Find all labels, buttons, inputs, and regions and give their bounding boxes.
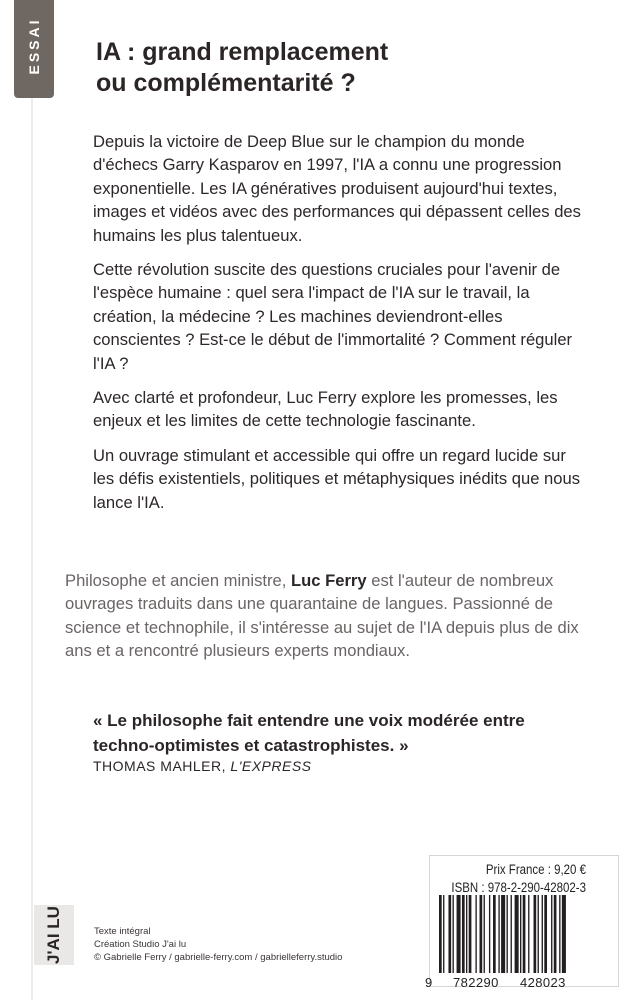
bio-rest: est l'auteur de nombreux ouvrages traduits dans une quarantaine de langues. Passionné de science et technophile, il s'intéresse au sujet de l'IA depuis plus de dix ans et a rencontré plusieurs experts mondiaux. xyxy=(65,571,579,661)
price-label: Prix France : 9,20 € xyxy=(485,862,586,877)
quote-author: THOMAS MAHLER, xyxy=(93,758,231,774)
press-quote xyxy=(93,708,573,758)
barcode xyxy=(437,895,607,975)
publisher-logo xyxy=(34,905,74,965)
title-line-2: ou complémentarité ? xyxy=(96,69,356,97)
barcode-bar xyxy=(520,895,521,973)
barcode-bar xyxy=(507,895,508,973)
credit-line: Texte intégral xyxy=(94,926,151,937)
publisher-logo-text: J'AI LU xyxy=(44,906,63,964)
blurb-paragraph: Avec clarté et profondeur, Luc Ferry explore les promesses, les enjeux et les limites de cette technologie fascinante. xyxy=(93,388,558,431)
barcode-bar xyxy=(559,895,560,973)
barcode-first-digit: 9 xyxy=(425,975,433,990)
isbn-label: ISBN : 978-2-290-42802-3 xyxy=(451,880,586,895)
credits xyxy=(94,925,342,964)
barcode-bar xyxy=(544,895,547,973)
barcode-bar xyxy=(501,895,505,973)
barcode-bar xyxy=(443,895,444,973)
blurb-paragraph: Un ouvrage stimulant et accessible qui offre un regard lucide sur les défis existentiels, politiques et métaphysiques inédits que nous lance l'IA. xyxy=(93,445,581,512)
barcode-bar xyxy=(515,895,519,973)
barcode-bar xyxy=(480,895,483,973)
barcode-bar xyxy=(475,895,476,973)
barcode-bar xyxy=(439,895,442,973)
author-name: Luc Ferry xyxy=(291,571,367,590)
barcode-right-digits: 428023 xyxy=(520,975,566,990)
book-title xyxy=(96,37,576,99)
genre-label: ESSAI xyxy=(26,17,42,75)
barcode-bar xyxy=(523,895,526,973)
barcode-bar xyxy=(511,895,512,973)
barcode-bar xyxy=(493,895,496,973)
cover-edge-line xyxy=(31,0,33,1000)
blurb-paragraph: Cette révolution suscite des questions cruciales pour l'avenir de l'espèce humaine : quel sera l'impact de l'IA sur le travail, la création, la médecine ? Les machines deviendront-elles conscientes ? Est-ce le début de l'immortalité ? Comment réguler l'IA ? xyxy=(93,260,573,373)
author-bio xyxy=(65,569,595,663)
genre-tab xyxy=(14,0,54,98)
barcode-bar xyxy=(448,895,451,973)
quote-source: L'EXPRESS xyxy=(230,758,312,774)
barcode-bar xyxy=(534,895,537,973)
quote-attribution xyxy=(93,758,312,774)
barcode-bar xyxy=(554,895,557,973)
barcode-bar xyxy=(498,895,499,973)
credit-line: Création Studio J'ai lu xyxy=(94,939,187,950)
barcode-bar xyxy=(469,895,472,973)
blurb-paragraph: Depuis la victoire de Deep Blue sur le champion du monde d'échecs Garry Kasparov en 1997, l'IA a connu une progression exponentielle. Les IA génératives produisent aujourd'hui textes, images et vidéos avec des performances qui dépassent celles des humains les plus talentueux. xyxy=(93,132,581,245)
barcode-bar xyxy=(489,895,490,973)
barcode-bar xyxy=(562,895,566,973)
barcode-bar xyxy=(466,895,467,973)
barcode-bar xyxy=(551,895,552,973)
credit-line: © Gabrielle Ferry / gabrielle-ferry.com / gabrielleferry.studio xyxy=(94,952,343,963)
blurb xyxy=(93,130,585,525)
quote-line-1: « Le philosophe fait entendre une voix modérée entre xyxy=(93,711,525,730)
barcode-bar xyxy=(484,895,485,973)
barcode-bar xyxy=(528,895,529,973)
barcode-bar xyxy=(538,895,539,973)
barcode-bar xyxy=(457,895,461,973)
barcode-bar xyxy=(462,895,465,973)
title-line-1: IA : grand remplacement xyxy=(96,38,389,66)
bio-intro: Philosophe et ancien ministre, xyxy=(65,571,291,590)
barcode-bar xyxy=(542,895,543,973)
barcode-bar xyxy=(453,895,454,973)
barcode-left-digits: 782290 xyxy=(453,975,499,990)
quote-line-2: techno-optimistes et catastrophistes. » xyxy=(93,736,409,755)
